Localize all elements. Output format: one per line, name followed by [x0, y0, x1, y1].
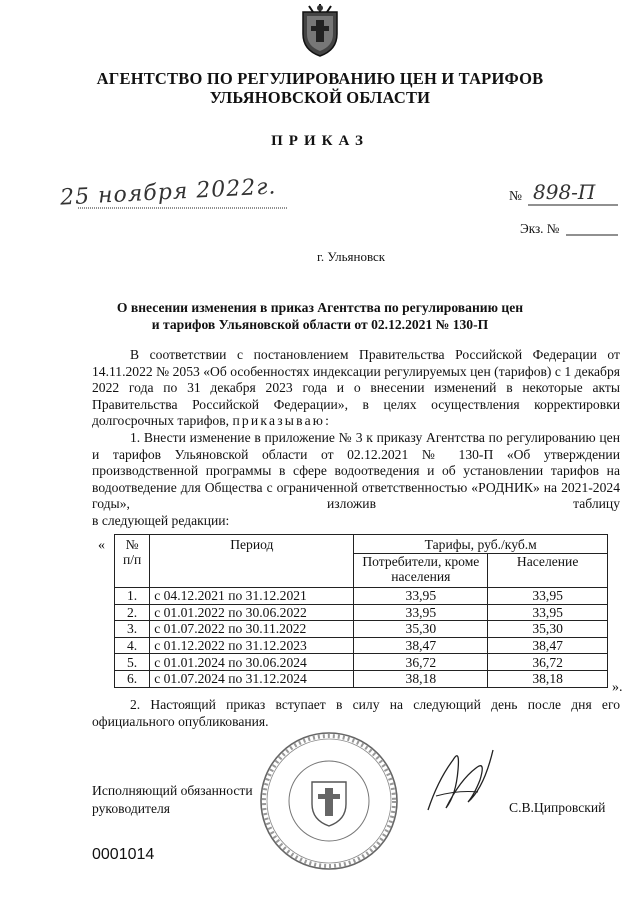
- handwritten-signature: [398, 740, 508, 820]
- order-number-handwritten: 898-П: [533, 180, 596, 204]
- order-subject-line2: и тарифов Ульяновской области от 02.12.2021 № 130-П: [151, 317, 489, 332]
- official-seal: [258, 730, 400, 872]
- item1-paragraph: 1. Внести изменение в приложение № 3 к приказу Агентства по регулированию цен и тарифов Ульяновской области от 02.12.2021 № 130-П «Об утверждении производственной программы в сфере водоотведения и об установлении тарифов на водоотведение для Общества с ограниченной ответственностью «РОДНИК» на 2021-2024 годы», изложив таблицу: [92, 429, 620, 512]
- item2-paragraph: 2. Настоящий приказ вступает в силу на следующий день после дня его официального опубликования.: [92, 697, 620, 729]
- col-tariffs-header: Тарифы, руб./куб.м: [354, 535, 608, 554]
- table-close-quote: ».: [612, 680, 623, 695]
- order-number-label: №: [509, 188, 522, 203]
- col-population-header: Население: [488, 554, 608, 588]
- order-body: [92, 347, 620, 530]
- copy-number-underline: [566, 233, 618, 237]
- order-word: приказываю:: [232, 413, 332, 429]
- date-underline: [78, 205, 288, 211]
- organization-name-line2: УЛЬЯНОВСКОЙ ОБЛАСТИ: [209, 88, 431, 107]
- organization-name-line1: АГЕНТСТВО ПО РЕГУЛИРОВАНИЮ ЦЕН И ТАРИФОВ: [96, 69, 544, 88]
- col-consumers-header: Потребители, кроме населения: [354, 554, 488, 588]
- table-row: 4. с 01.12.2022 по 31.12.2023 38,47 38,47: [115, 637, 608, 654]
- handwritten-date: 25 ноября 2022г.: [59, 174, 277, 211]
- table-row: 6. с 01.07.2024 по 31.12.2024 38,18 38,18: [115, 670, 608, 687]
- city: г. Ульяновск: [317, 249, 386, 264]
- order-subject-line1: О внесении изменения в приказ Агентства по регулированию цен: [116, 300, 524, 315]
- col-period-header: Период: [150, 535, 354, 588]
- tariff-table: [114, 534, 608, 688]
- table-row: 2. с 01.01.2022 по 30.06.2022 33,95 33,95: [115, 604, 608, 621]
- number-underline: [528, 203, 618, 207]
- table-row: 5. с 01.01.2024 по 30.06.2024 36,72 36,72: [115, 654, 608, 671]
- coat-of-arms-emblem: [299, 4, 341, 58]
- col-number-header: № п/п: [115, 535, 150, 588]
- table-row: 3. с 01.07.2022 по 30.11.2022 35,30 35,30: [115, 621, 608, 638]
- preamble-paragraph: В соответствии с постановлением Правительства Российской Федерации от 14.11.2022 № 2053 «Об особенностях индексации регулируемых цен (тарифов) с 1 декабря 2022 года по 31 декабря 2023 года и о внесении изменений в некоторые акты Правительства Российской Федерации», в целях осуществления корректировки долгосрочных тарифов, приказываю:: [92, 347, 620, 429]
- item1-tail: в следующей редакции:: [92, 512, 230, 528]
- signatory-name: С.В.Ципровский: [509, 800, 606, 815]
- document-serial-number: 0001014: [92, 846, 155, 863]
- signatory-position: Исполняющий обязанности руководителя: [92, 783, 253, 816]
- table-row: 1. с 04.12.2021 по 31.12.2021 33,95 33,95: [115, 588, 608, 605]
- copy-number-label: Экз. №: [520, 221, 560, 236]
- table-open-quote: «: [98, 538, 105, 553]
- document-type: ПРИКАЗ: [271, 133, 369, 149]
